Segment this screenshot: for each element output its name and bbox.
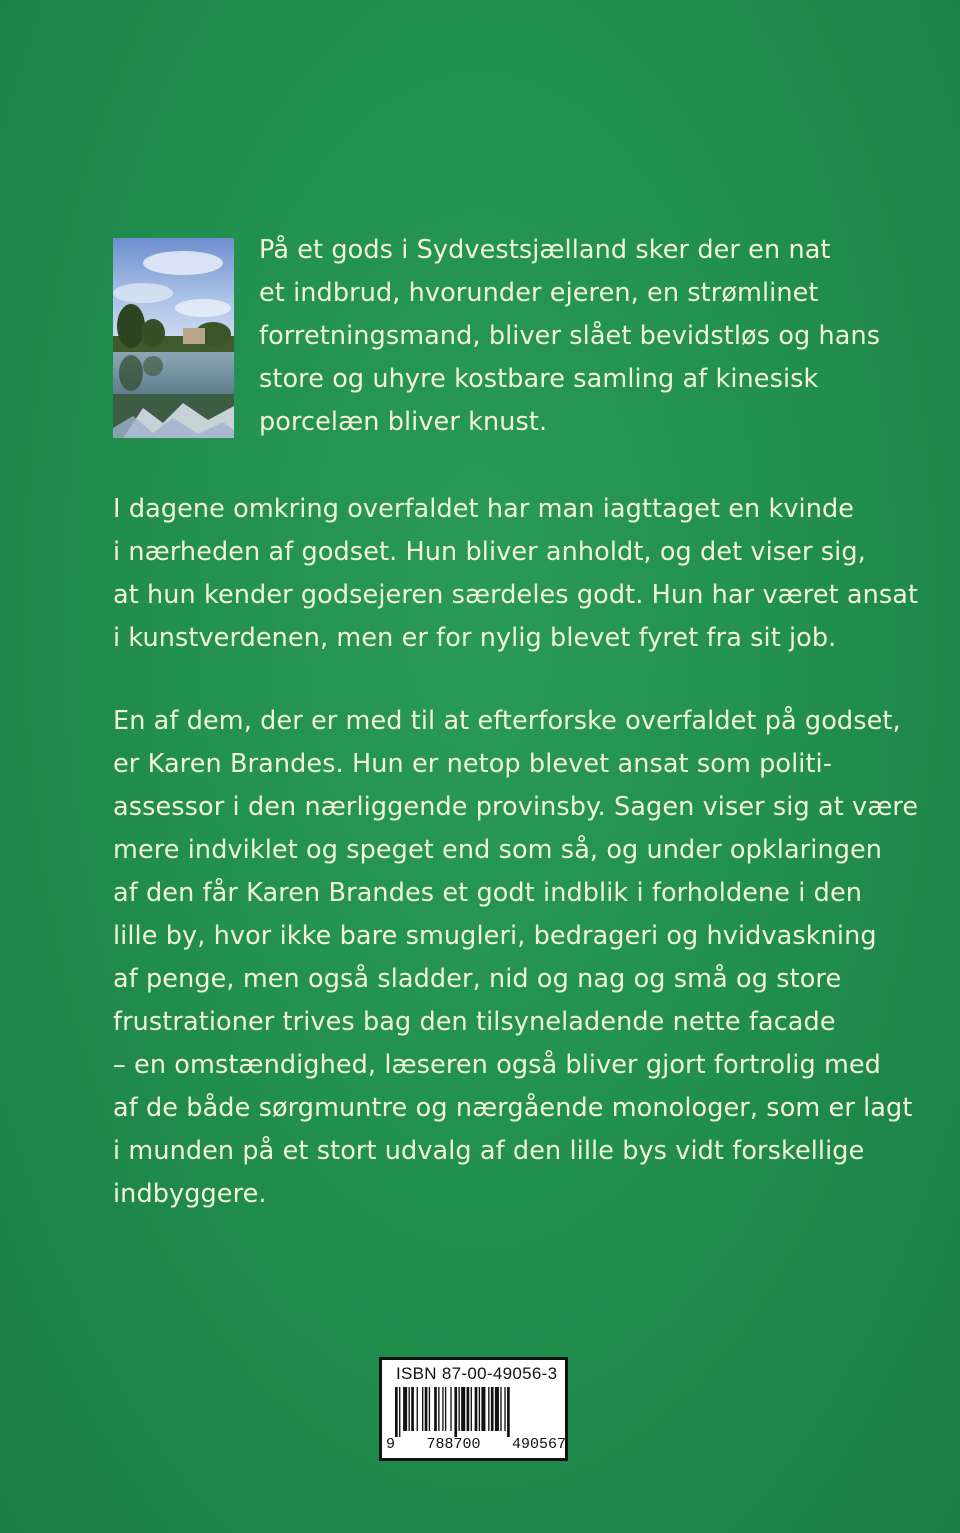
- text-line: af den får Karen Brandes et godt indblik i forholdene i den: [113, 878, 862, 908]
- barcode-bar: [434, 1387, 437, 1431]
- text-line: at hun kender godsejeren særdeles godt. Hun har været ansat: [113, 580, 919, 610]
- barcode-bar: [475, 1387, 478, 1431]
- isbn-label: ISBN 87-00-49056-3: [396, 1364, 558, 1383]
- barcode-digits: [386, 1436, 574, 1453]
- text-line: et indbrud, hvorunder ejeren, en strømlinet: [259, 278, 819, 308]
- barcode-bar: [471, 1387, 472, 1431]
- cover-thumbnail-photo: [113, 238, 234, 438]
- paragraph-karen-brandes: [113, 700, 918, 1216]
- barcode: [395, 1387, 555, 1437]
- isbn-barcode-box: [379, 1357, 568, 1461]
- barcode-bar: [399, 1387, 400, 1437]
- barcode-bar: [500, 1387, 501, 1431]
- text-line: er Karen Brandes. Hun er netop blevet ansat som politi-: [113, 749, 833, 779]
- text-line: i kunstverdenen, men er for nylig blevet fyret fra sit job.: [113, 623, 837, 653]
- barcode-bar: [422, 1387, 423, 1431]
- barcode-bar: [507, 1387, 510, 1437]
- barcode-bar: [409, 1387, 410, 1431]
- text-line: lille by, hvor ikke bare smugleri, bedrageri og hvidvaskning: [113, 921, 877, 951]
- barcode-bar: [450, 1387, 451, 1431]
- barcode-bar: [425, 1387, 428, 1431]
- barcode-bar: [403, 1387, 407, 1431]
- text-line: store og uhyre kostbare samling af kinesisk: [259, 364, 819, 394]
- barcode-bar: [442, 1387, 443, 1431]
- text-line: i munden på et stort udvalg af den lille bys vidt forskellige: [113, 1136, 865, 1166]
- barcode-digits-right: 490567: [511, 1436, 566, 1453]
- barcode-bar: [458, 1387, 459, 1431]
- barcode-bar: [445, 1387, 446, 1431]
- paragraph-intro: [259, 229, 880, 444]
- barcode-bar: [411, 1387, 414, 1431]
- barcode-bar: [454, 1387, 457, 1437]
- text-line: – en omstændighed, læseren også bliver gjort fortrolig med: [113, 1050, 881, 1080]
- barcode-bar: [417, 1387, 418, 1431]
- barcode-bar: [488, 1387, 489, 1431]
- barcode-bar: [491, 1387, 494, 1431]
- barcode-bar: [504, 1387, 505, 1431]
- text-line: En af dem, der er med til at efterforske overfaldet på godset,: [113, 706, 901, 736]
- text-line: forretningsmand, bliver slået bevidstløs og hans: [259, 321, 881, 351]
- text-line: På et gods i Sydvestsjælland sker der en nat: [259, 235, 831, 265]
- text-line: porcelæn bliver knust.: [259, 407, 548, 437]
- text-line: mere indviklet og speget end som så, og under opklaringen: [113, 835, 883, 865]
- text-line: frustrationer trives bag den tilsyneladende nette facade: [113, 1007, 836, 1037]
- barcode-bar: [479, 1387, 480, 1431]
- barcode-bar: [429, 1387, 430, 1431]
- barcode-bar: [461, 1387, 465, 1431]
- barcode-digit-prefix: 9: [386, 1436, 396, 1453]
- text-line: assessor i den nærliggende provinsby. Sagen viser sig at være: [113, 792, 919, 822]
- paragraph-woman: [113, 488, 918, 660]
- text-line: af penge, men også sladder, nid og nag og små og store: [113, 964, 842, 994]
- barcode-bar: [395, 1387, 398, 1437]
- barcode-digits-left: 788700: [426, 1436, 481, 1453]
- text-line: indbyggere.: [113, 1179, 267, 1209]
- barcode-bar: [495, 1387, 499, 1431]
- text-line: I dagene omkring overfaldet har man iagttaget en kvinde: [113, 494, 855, 524]
- barcode-bar: [467, 1387, 470, 1431]
- text-line: af de både sørgmuntre og nærgående monologer, som er lagt: [113, 1093, 913, 1123]
- barcode-bar: [438, 1387, 439, 1431]
- text-line: i nærheden af godset. Hun bliver anholdt, og det viser sig,: [113, 537, 866, 567]
- barcode-bar: [481, 1387, 485, 1431]
